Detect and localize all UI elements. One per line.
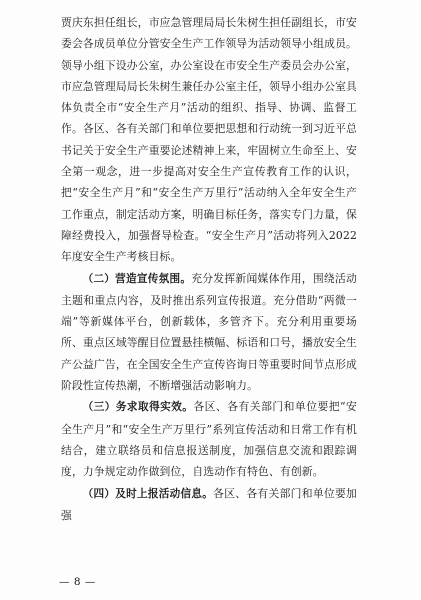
- paragraph-1-text: 贾庆东担任组长，市应急管理局局长朱树生担任副组长，市安委会各成员单位分管安全生产工作领导为活动领导小组成员。领导小组下设办公室，办公室设在市安全生产委员会办公室，市应急管理局局长朱树生兼任办公室主任，领导小组办公室具体负责全市“安全生产月”活动的组织、指导、协调、监督工作。各区、各有关部门和单位要把思想和行动统一到习近平总书记关于安全生产重要论述精神上来，牢固树立生命至上、安全第一观念，进一步提高对安全生产宣传教育工作的认识，把“安全生产月”和“安全生产万里行”活动纳入全年安全生产工作重点，制定活动方案，明确目标任务，落实专门力量，保障经费投入，加强督导检查。“安全生产月”活动将列入2022年度安全生产考核目标。: [61, 16, 357, 264]
- paragraph-1: [61, 12, 357, 268]
- paragraph-2-text: 充分发挥新闻媒体作用，围绕活动主题和重点内容，及时推出系列宣传报道。充分借助“两微一端”等新媒体平台，创新载体，多管齐下。充分利用重要场所、重点区域等醒目位置悬挂横幅、标语和口号，播放安全生产公益广告，在全国安全生产宣传咨询日等重要时间节点形成阶段性宣传热潮，不断增强活动影响力。: [61, 271, 358, 393]
- paragraph-3: [61, 396, 357, 482]
- paragraph-2-heading: （二）营造宣传氛围。: [82, 272, 192, 285]
- paragraph-3-heading: （三）务求取得实效。: [82, 401, 194, 414]
- paragraph-2: [61, 268, 357, 397]
- paragraph-3-text: 各区、各有关部门和单位要把“安全生产月”和“安全生产万里行”系列宣传活动和日常工作有机结合，建立联络员和信息报送制度，加强信息交流和跟踪调度，力争规定动作做到位，自选动作有特色、有创新。: [61, 400, 358, 479]
- paragraph-4: [61, 483, 357, 527]
- page-number: — 8 —: [59, 576, 96, 588]
- paragraph-4-heading: （四）及时上报活动信息。: [82, 487, 214, 500]
- document-body: [61, 12, 357, 526]
- paragraph-4-text: 各区、各有关部门和单位要加强: [61, 486, 357, 522]
